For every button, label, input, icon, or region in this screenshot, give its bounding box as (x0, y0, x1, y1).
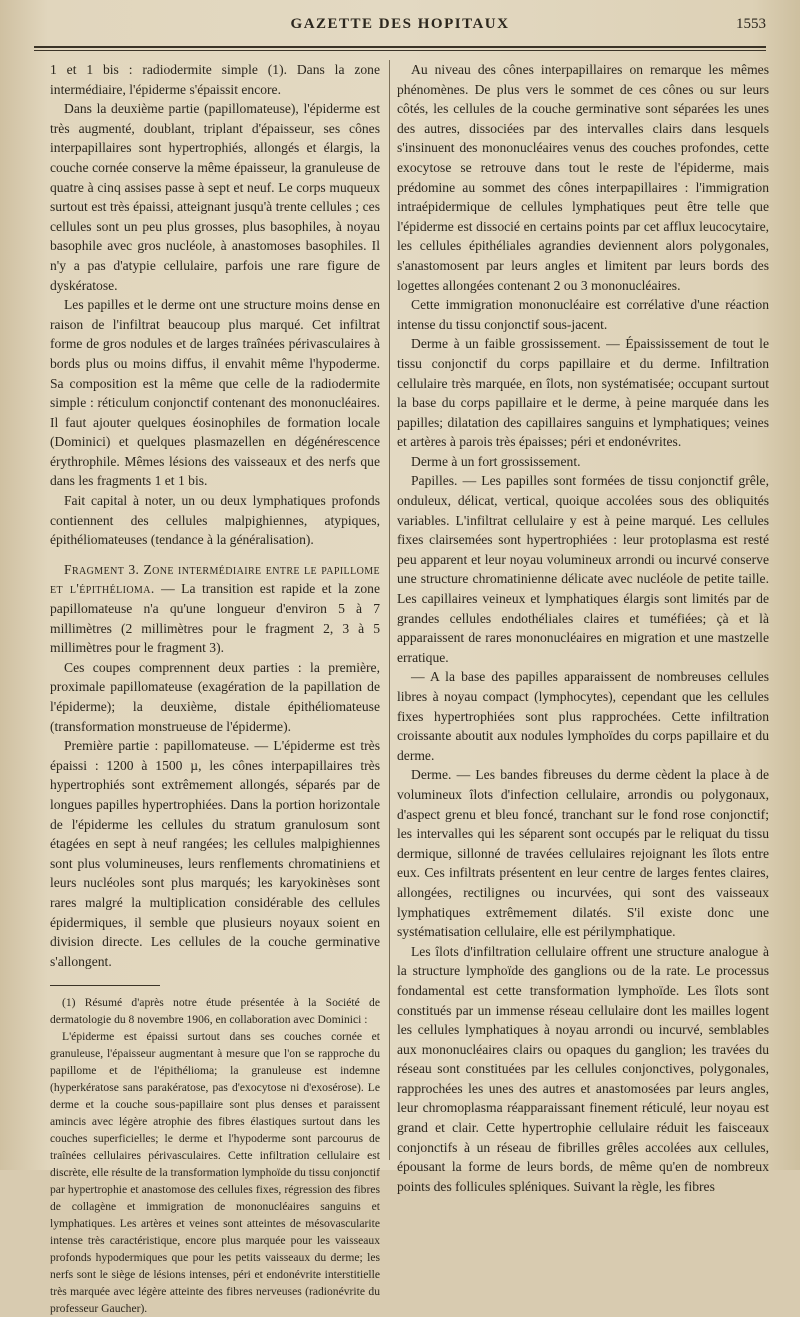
right-paragraph-4: Derme à un fort grossissement. (411, 453, 581, 469)
running-title: GAZETTE DES HOPITAUX (290, 16, 510, 32)
right-paragraph-6: — A la base des papilles apparaissent de nombreuses cellules libres à noyau compact (lymphocytes), cependant que les cellules fixes hypertrophiées sont plus rapprochées. Cette infiltration croissante aboutit aux nodules lymphoïdes du corps papillaire et du derme. (397, 669, 769, 763)
left-paragraph-6: Ces coupes comprennent deux parties : la première, proximale papillomateuse (exagération de la papillation de l'épiderme); la deuxième, distale épithéliomateuse (transformation monstrueuse de l'épiderme). (50, 659, 380, 734)
right-paragraph-2: Cette immigration mononucléaire est corrélative d'une réaction intense du tissu conjonctif sous-jacent. (397, 297, 769, 332)
left-paragraph-7: Première partie : papillomateuse. — L'épiderme est très épaissi : 1200 à 1500 µ, les cônes interpapillaires très hypertrophiés sont extrêmement allongés, séparés par de longues papilles hypertrophiées. Dans la portion horizontale de l'épiderme les cellules du stratum granulosum sont étagées en sept à neuf rangées; les cellules malpighiennes sont plus volumineuses, leurs renflements chromatiniens et leurs nucléoles sont plus marqués; les karyokinèses sont rares malgré la multiplication considérable des cellules épidermiques, il semble que plusieurs noyaux soient en division directe. Les cellules de la couche germinative s'allongent. (50, 738, 380, 969)
fragment-3-heading: Fragment 3. Zone intermédiaire entre le papillome et l'épithélioma. (50, 561, 380, 597)
left-paragraph-4: Fait capital à noter, un ou deux lymphatiques profonds contiennent des cellules malpighiennes, atypiques, épithéliomateuses (tendance à la généralisation). (50, 493, 380, 548)
left-paragraph-3: Les papilles et le derme ont une structure moins dense en raison de l'infiltrat beaucoup plus marqué. Cet infiltrat forme de gros nodules et de larges traînées périvasculaires à bords plus ou moins diffus, il envahit même l'hypoderme. Sa composition est la même que celle de la radiodermite simple : réticulum conjonctif contenant des mononucléaires. Il faut ajouter quelques éosinophiles de formation locale (Dominici) et quelques plasmazellen en dégénérescence érythrophile. Mêmes lésions des vaisseaux et des nerfs que dans les fragments 1 et 1 bis. (50, 297, 380, 489)
footnote (50, 994, 380, 1317)
left-column (50, 60, 380, 1316)
right-paragraph-8: Les îlots d'infiltration cellulaire offrent une structure analogue à la structure lymphoïde des ganglions ou de la rate. Le processus fondamental est cette transformation lymphoïde. Les îlots sont constitués par un immense réseau cellulaire dont les mailles logent les cellules lymphatiques à noyau arrondi ou incurvé, semblables aux mononucléaires clairs ou opaques du ganglion; les travées du réseau sont constituées par les cellules conjonctives, polygonales, rapprochées les unes des autres et anastomosées par leurs angles, leur chromoplasma réapparaissant finement réticulé, leur noyau est grand et clair. Cette hypertrophie cellulaire réduit les faisceaux conjonctifs à un réseau de fibrilles grêles accolées aux cellules, épousant la forme de leurs bords, de même qu'en de nombreux points des follicules spléniques. Suivant la règle, les fibres (397, 943, 769, 1194)
left-paragraph-1: 1 et 1 bis : radiodermite simple (1). Dans la zone intermédiaire, l'épiderme s'épaissit encore. (50, 62, 380, 97)
footnote-1: (1) Résumé d'après notre étude présentée à la Société de dermatologie du 8 novembre 1906, en collaboration avec Dominici : (50, 996, 380, 1027)
page-number: 1553 (736, 16, 766, 32)
right-column (397, 60, 769, 1194)
right-paragraph-1: Au niveau des cônes interpapillaires on remarque les mêmes phénomènes. De plus vers le sommet de ces cônes ou sur leurs côtés, les cellules de la couche germinative sont séparées les unes des autres, dissociées par des intervalles clairs dans lesquels s'insinuent des mononucléaires venus des couches profondes, cette exocytose se retrouve dans tout le reste de l'épiderme, mais prédomine au sommet des cônes interpapillaires : l'immigration intraépidermique de cellules lymphatiques peut être telle que l'épiderme est dissocié en certains points par cet afflux leucocytaire, les cellules épithéliales agrandies deviennent alors polygonales, s'anastomosent par leurs angles et limitent par leurs bords des logettes allongées contenant 2 ou 3 mononucléaires. (397, 62, 769, 293)
header-rule (34, 46, 766, 48)
section-gap (50, 550, 380, 560)
footnote-rule (50, 985, 160, 986)
fragment-3-text: — La transition est rapide et la zone papillomateuse n'a qu'une longueur d'environ 5 à 7 millimètres (2 millimètres pour le fragment 2, 3 à 5 millimètres pour le fragment 3). (50, 581, 380, 656)
right-paragraph-5: Papilles. — Les papilles sont formées de tissu conjonctif grêle, onduleux, délicat, vertical, quoique accolées sous des obliquités variables. L'infiltrat cellulaire y est à peine marqué. Les cellules fixes clairsemées sont hypertrophiées : leur protoplasma est resté peu apparent et leur noyau volumineux arrondi ou incurvé conserve une structure chromatinienne délicate avec nucléole de petite taille. Les capillaires veineux et lymphatiques élargis sont limités par de grandes cellules endothéliales claires et tuméfiées; çà et là apparaissent de rares mononucléaires en migration et une mastzelle erratique. (397, 473, 769, 665)
right-paragraph-3: Derme à un faible grossissement. — Épaississement de tout le tissu conjonctif du corps papillaire et du derme. Infiltration cellulaire très marquée, en îlots, non systématisée; occupant surtout la base du corps papillaire et le derme, à peine marquée dans les papilles; dilatation des capillaires sanguins et lymphatiques; veines et artères à parois très épaisses; péri et endonévrites. (397, 336, 769, 450)
column-divider (389, 60, 390, 1160)
footnote-2: L'épiderme est épaissi surtout dans ses couches cornée et granuleuse, l'épaisseur augmentant à mesure que l'on se rapproche du papillome et de l'épithélioma; la granuleuse est indemne (hyperkératose sans parakératose, pas d'exocytose ni d'exosérose). Le derme et la couche sous-papillaire sont plus denses et paraissent amincis avec légère atrophie des fibres élastiques surtout dans les couches superficielles; le derme et l'hypoderme sont parcourus de traînées cellulaires périvasculaires. Cette infiltration cellulaire est discrète, elle résulte de la transformation lymphoïde du tissu conjonctif par hypertrophie et anastomose des cellules fixes, régression des fibres de collagène et immigration de mononucléaires sanguins et lymphatiques. Les artères et veines sont atteintes de mésovascularite intense très caractéristique, encore plus marquée pour les vaisseaux profonds hypodermiques que pour les petits vaisseaux du derme; les nerfs sont le siège de lésions intenses, péri et endonévrite interstitielle très marquée avec légère atteinte des fibres nerveuses (radionévrite du professeur Gaucher). (50, 1030, 380, 1316)
left-paragraph-2: Dans la deuxième partie (papillomateuse), l'épiderme est très augmenté, doublant, triplant d'épaisseur, ses cônes interpapillaires sont hypertrophiés, allongés et élargis, la couche cornée conserve la même épaisseur, la granuleuse de quatre à cinq assises passe à sept et neuf. Le corps muqueux surtout est très épaissi, atteignant jusqu'à trente cellules ; ces cellules sont un peu plus grosses, plus basophiles, à noyau basophile avec gros nucléole, à anastomoses basophiles. Il n'y a pas d'atypie cellulaire, parfois une rare figure de dyskératose. (50, 101, 380, 293)
right-paragraph-7: Derme. — Les bandes fibreuses du derme cèdent la place à de volumineux îlots d'infection cellulaire, arrondis ou polygonaux, d'aspect grenu et bleu foncé, tranchant sur le fond rose conjonctif; les intervalles qui les séparent sont occupés par le reliquat du tissu dermique, sillonné de travées cellulaires rejoignant les îlots entre eux. Ces infiltrats présentent en leur centre de larges fentes claires, allongées, rectilignes ou incurvées, qui sont des vaisseaux lymphatiques extrêmement dilatés. S'il existe donc une systématisation cellulaire, elle est périlymphatique. (397, 767, 769, 940)
fragment-3-paragraph (50, 560, 380, 658)
page-header (0, 14, 800, 40)
header-rule-thin (34, 50, 766, 51)
